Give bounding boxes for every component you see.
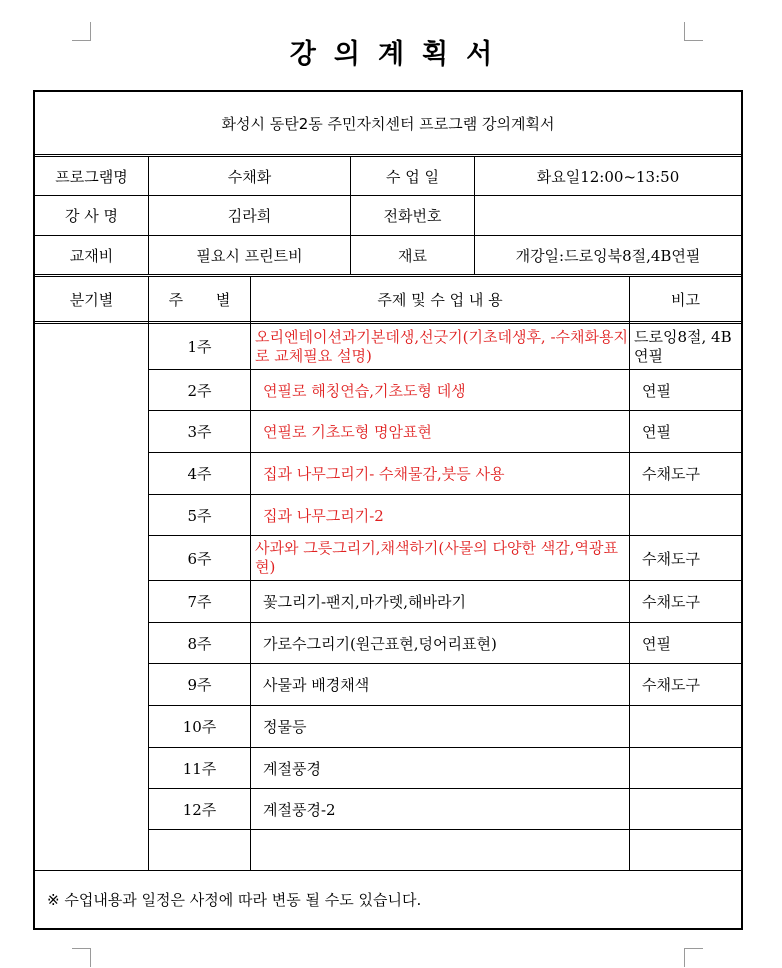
week-cell: 5주 [187, 506, 212, 525]
content-cell: 계절풍경 [263, 759, 321, 778]
note-cell [630, 789, 741, 829]
week-cell: 2주 [187, 381, 212, 400]
program-name-label: 프로그램명 [55, 167, 128, 186]
week-cell: 9주 [187, 676, 212, 694]
content-cell [251, 324, 629, 369]
note-cell: 수채도구 [642, 549, 700, 568]
quarter-header: 분기별 [69, 290, 114, 309]
week-cell: 11주 [182, 759, 217, 778]
note-header: 비고 [671, 290, 700, 309]
content-cell [251, 830, 629, 870]
class-day-label: 수 업 일 [385, 167, 439, 186]
note-cell [630, 706, 741, 747]
note-cell: 수채도구 [642, 676, 700, 694]
instructor-value: 김라희 [227, 207, 272, 225]
crop-mark-bottom-left [72, 948, 91, 967]
week-cell: 7주 [187, 593, 212, 611]
content-cell: 계절풍경-2 [263, 800, 336, 819]
title-char: 강 [289, 39, 316, 70]
note-cell [630, 830, 741, 870]
crop-mark-bottom-right [684, 948, 703, 967]
document-title [0, 32, 782, 71]
note-cell [630, 748, 741, 788]
content-cell [251, 536, 629, 580]
note-cell [630, 495, 741, 535]
note-cell: 연필 [642, 423, 671, 441]
content-header: 주제 및 수 업 내 용 [377, 290, 503, 309]
content-cell: 꽃그리기-팬지,마가렛,해바라기 [263, 593, 466, 611]
material-label: 재료 [398, 246, 427, 265]
footer-note: ※ 수업내용과 일정은 사정에 따라 변동 될 수도 있습니다. [47, 891, 422, 909]
content-cell: 정물등 [263, 718, 307, 736]
textbook-fee-label: 교재비 [69, 246, 114, 265]
note-cell: 연필 [642, 634, 671, 653]
week-header: 주 별 [168, 290, 245, 309]
content-cell: 사물과 배경채색 [263, 676, 370, 694]
week-cell [149, 830, 250, 870]
material-value: 개강일:드로잉북8절,4B연필 [515, 246, 701, 265]
content-text: 오리엔테이션과기본데생,선긋기(기초데생후, -수채화용지로 교체필요 설명) [255, 327, 628, 365]
content-cell: 연필로 기초도형 명암표현 [263, 423, 432, 441]
week-cell: 6주 [187, 549, 212, 568]
week-cell: 1주 [187, 338, 212, 356]
week-cell: 10주 [182, 718, 217, 736]
class-day-value: 화요일12:00~13:50 [536, 167, 680, 186]
content-text: 사과와 그릇그리기,채색하기(사물의 다양한 색감,역광표현) [255, 539, 618, 576]
content-cell: 집과 나무그리기- 수채물감,붓등 사용 [263, 465, 505, 483]
note-cell: 수채도구 [642, 593, 700, 611]
week-cell: 8주 [187, 634, 212, 653]
textbook-fee-value: 필요시 프린트비 [196, 246, 303, 265]
content-cell: 연필로 해칭연습,기초도형 데생 [263, 381, 466, 400]
instructor-label: 강 사 명 [64, 207, 118, 225]
program-subtitle: 화성시 동탄2동 주민자치센터 프로그램 강의계획서 [221, 114, 555, 133]
title-char: 의 [333, 39, 360, 70]
note-cell [630, 324, 741, 369]
week-cell: 12주 [182, 800, 217, 819]
phone-value [475, 196, 741, 235]
title-char: 계 [377, 39, 405, 70]
week-cell: 4주 [187, 465, 212, 483]
note-text: 드로잉8절, 4B연필 [634, 327, 732, 365]
program-name-value: 수채화 [227, 167, 272, 186]
note-cell: 연필 [642, 381, 671, 400]
week-cell: 3주 [187, 423, 212, 441]
content-cell: 집과 나무그리기-2 [263, 506, 384, 525]
content-cell: 가로수그리기(원근표현,덩어리표현) [263, 634, 497, 653]
phone-label: 전화번호 [383, 207, 442, 225]
title-char: 서 [466, 39, 493, 70]
note-cell: 수채도구 [642, 465, 700, 483]
title-char: 획 [422, 39, 449, 70]
